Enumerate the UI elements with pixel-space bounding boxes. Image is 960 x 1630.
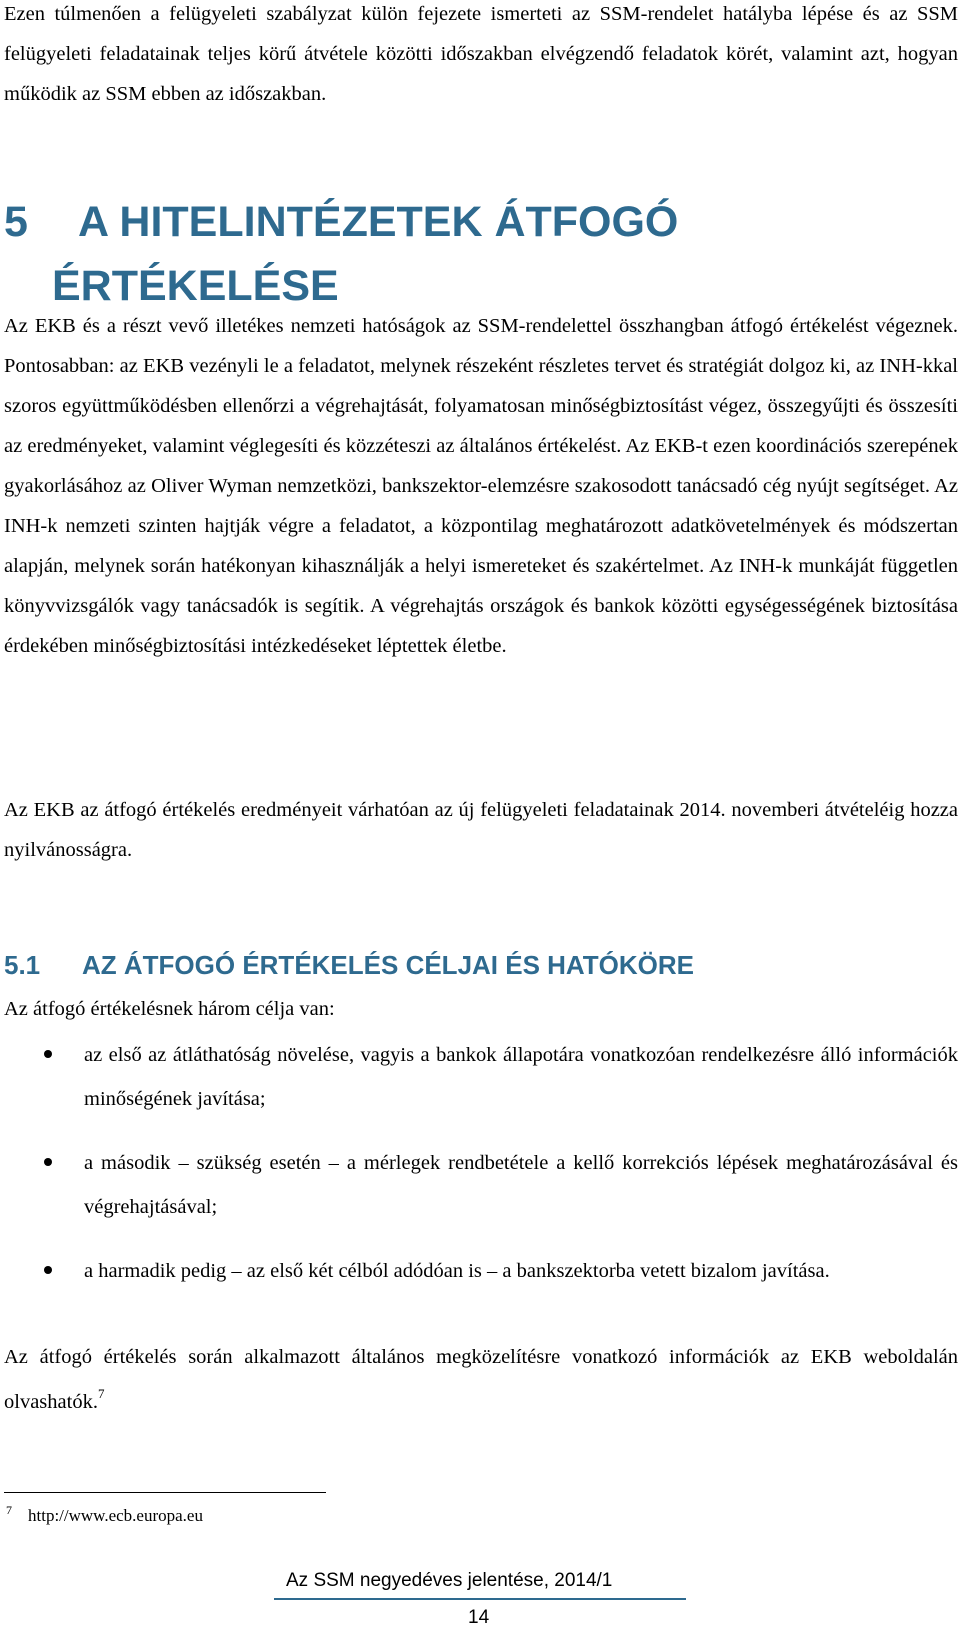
goal-text: a harmadik pedig – az első két célból adódóan is – a bankszektorba vetett bizalom javítása.: [84, 1260, 830, 1282]
chapter-paragraph-1: Az EKB és a részt vevő illetékes nemzeti hatóságok az SSM-rendelettel összhangban átfogó értékelést végeznek. Pontosabban: az EKB vezényli le a feladatot, melynek részeként részletes tervet és stratégiát dolgoz ki, az INH-kkal szoros együttműködésben ellenőrzi a végrehajtását, folyamatosan minőségbiztosítást végez, összegyűjti és összesíti az eredményeket, valamint véglegesíti és közzéteszi az általános értékelést. Az EKB-t ezen koordinációs szerepének gyakorlásához az Oliver Wyman nemzetközi, bankszektor-elemzésre szakosodott tanácsadó cég nyújt segítséget. Az INH-k nemzeti szinten hajtják végre a feladatot, a központilag meghatározott adatkövetelmények és módszertan alapján, melynek során hatékonyan kihasználják a helyi ismereteket és szakértelmet. Az INH-k munkáját független könyvvizsgálók vagy tanácsadók is segítik. A végrehajtás országok és bankok közötti egységességének biztosítása érdekében minőségbiztosítási intézkedéseket léptettek életbe.: [4, 315, 958, 657]
section-number: 5.1: [4, 950, 41, 980]
bullet-icon: [44, 1050, 52, 1058]
footnote-separator: [4, 1492, 326, 1493]
goal-text: a második – szükség esetén – a mérlegek rendbetétele a kellő korrekciós lépések meghatározásával és végrehajtásával;: [84, 1152, 958, 1218]
closing-block: [4, 1335, 958, 1425]
list-item: [4, 1249, 958, 1293]
section-intro: Az átfogó értékelésnek három célja van:: [4, 998, 335, 1020]
closing-paragraph: [4, 1335, 958, 1425]
list-item: [4, 1141, 958, 1229]
section-heading: [4, 945, 958, 985]
goal-text: az első az átláthatóság növelése, vagyis a bankok állapotára vonatkozóan rendelkezésre álló információk minőségének javítása;: [84, 1044, 958, 1110]
chapter-title-line2: ÉRTÉKELÉSE: [52, 262, 339, 310]
footer-divider: [274, 1598, 686, 1600]
footnote-number: 7: [6, 1503, 12, 1517]
footnote-link[interactable]: http://www.ecb.europa.eu: [28, 1506, 203, 1525]
chapter-title-line1: A HITELINTÉZETEK ÁTFOGÓ: [78, 198, 679, 246]
section-intro-block: [4, 989, 958, 1029]
chapter-number: 5: [4, 198, 28, 246]
page-number: 14: [468, 1607, 490, 1628]
bullet-icon: [44, 1158, 52, 1166]
chapter-paragraph-2: Az EKB az átfogó értékelés eredményeit várhatóan az új felügyeleti feladatainak 2014. novemberi átvételéig hozza nyilvánosságra.: [4, 799, 958, 861]
goals-list: [4, 1033, 958, 1313]
chapter-heading: [4, 190, 958, 318]
section-title: AZ ÁTFOGÓ ÉRTÉKELÉS CÉLJAI ÉS HATÓKÖRE: [82, 950, 695, 980]
bullet-icon: [44, 1266, 52, 1274]
footnote: [6, 1499, 203, 1527]
chapter-body-2: [4, 790, 958, 870]
intro-paragraph: Ezen túlmenően a felügyeleti szabályzat külön fejezete ismerteti az SSM-rendelet hatályba lépése és az SSM felügyeleti feladatainak teljes körű átvétele közötti időszakban elvégzendő feladatok körét, valamint azt, hogyan működik az SSM ebben az időszakban.: [4, 3, 958, 105]
footer-title: Az SSM negyedéves jelentése, 2014/1: [286, 1570, 613, 1591]
closing-text: Az átfogó értékelés során alkalmazott általános megközelítésre vonatkozó információk az EKB weboldalán olvashatók.: [4, 1346, 958, 1413]
footnote-reference[interactable]: 7: [97, 1386, 105, 1401]
list-item: [4, 1033, 958, 1121]
chapter-body: [4, 306, 958, 666]
